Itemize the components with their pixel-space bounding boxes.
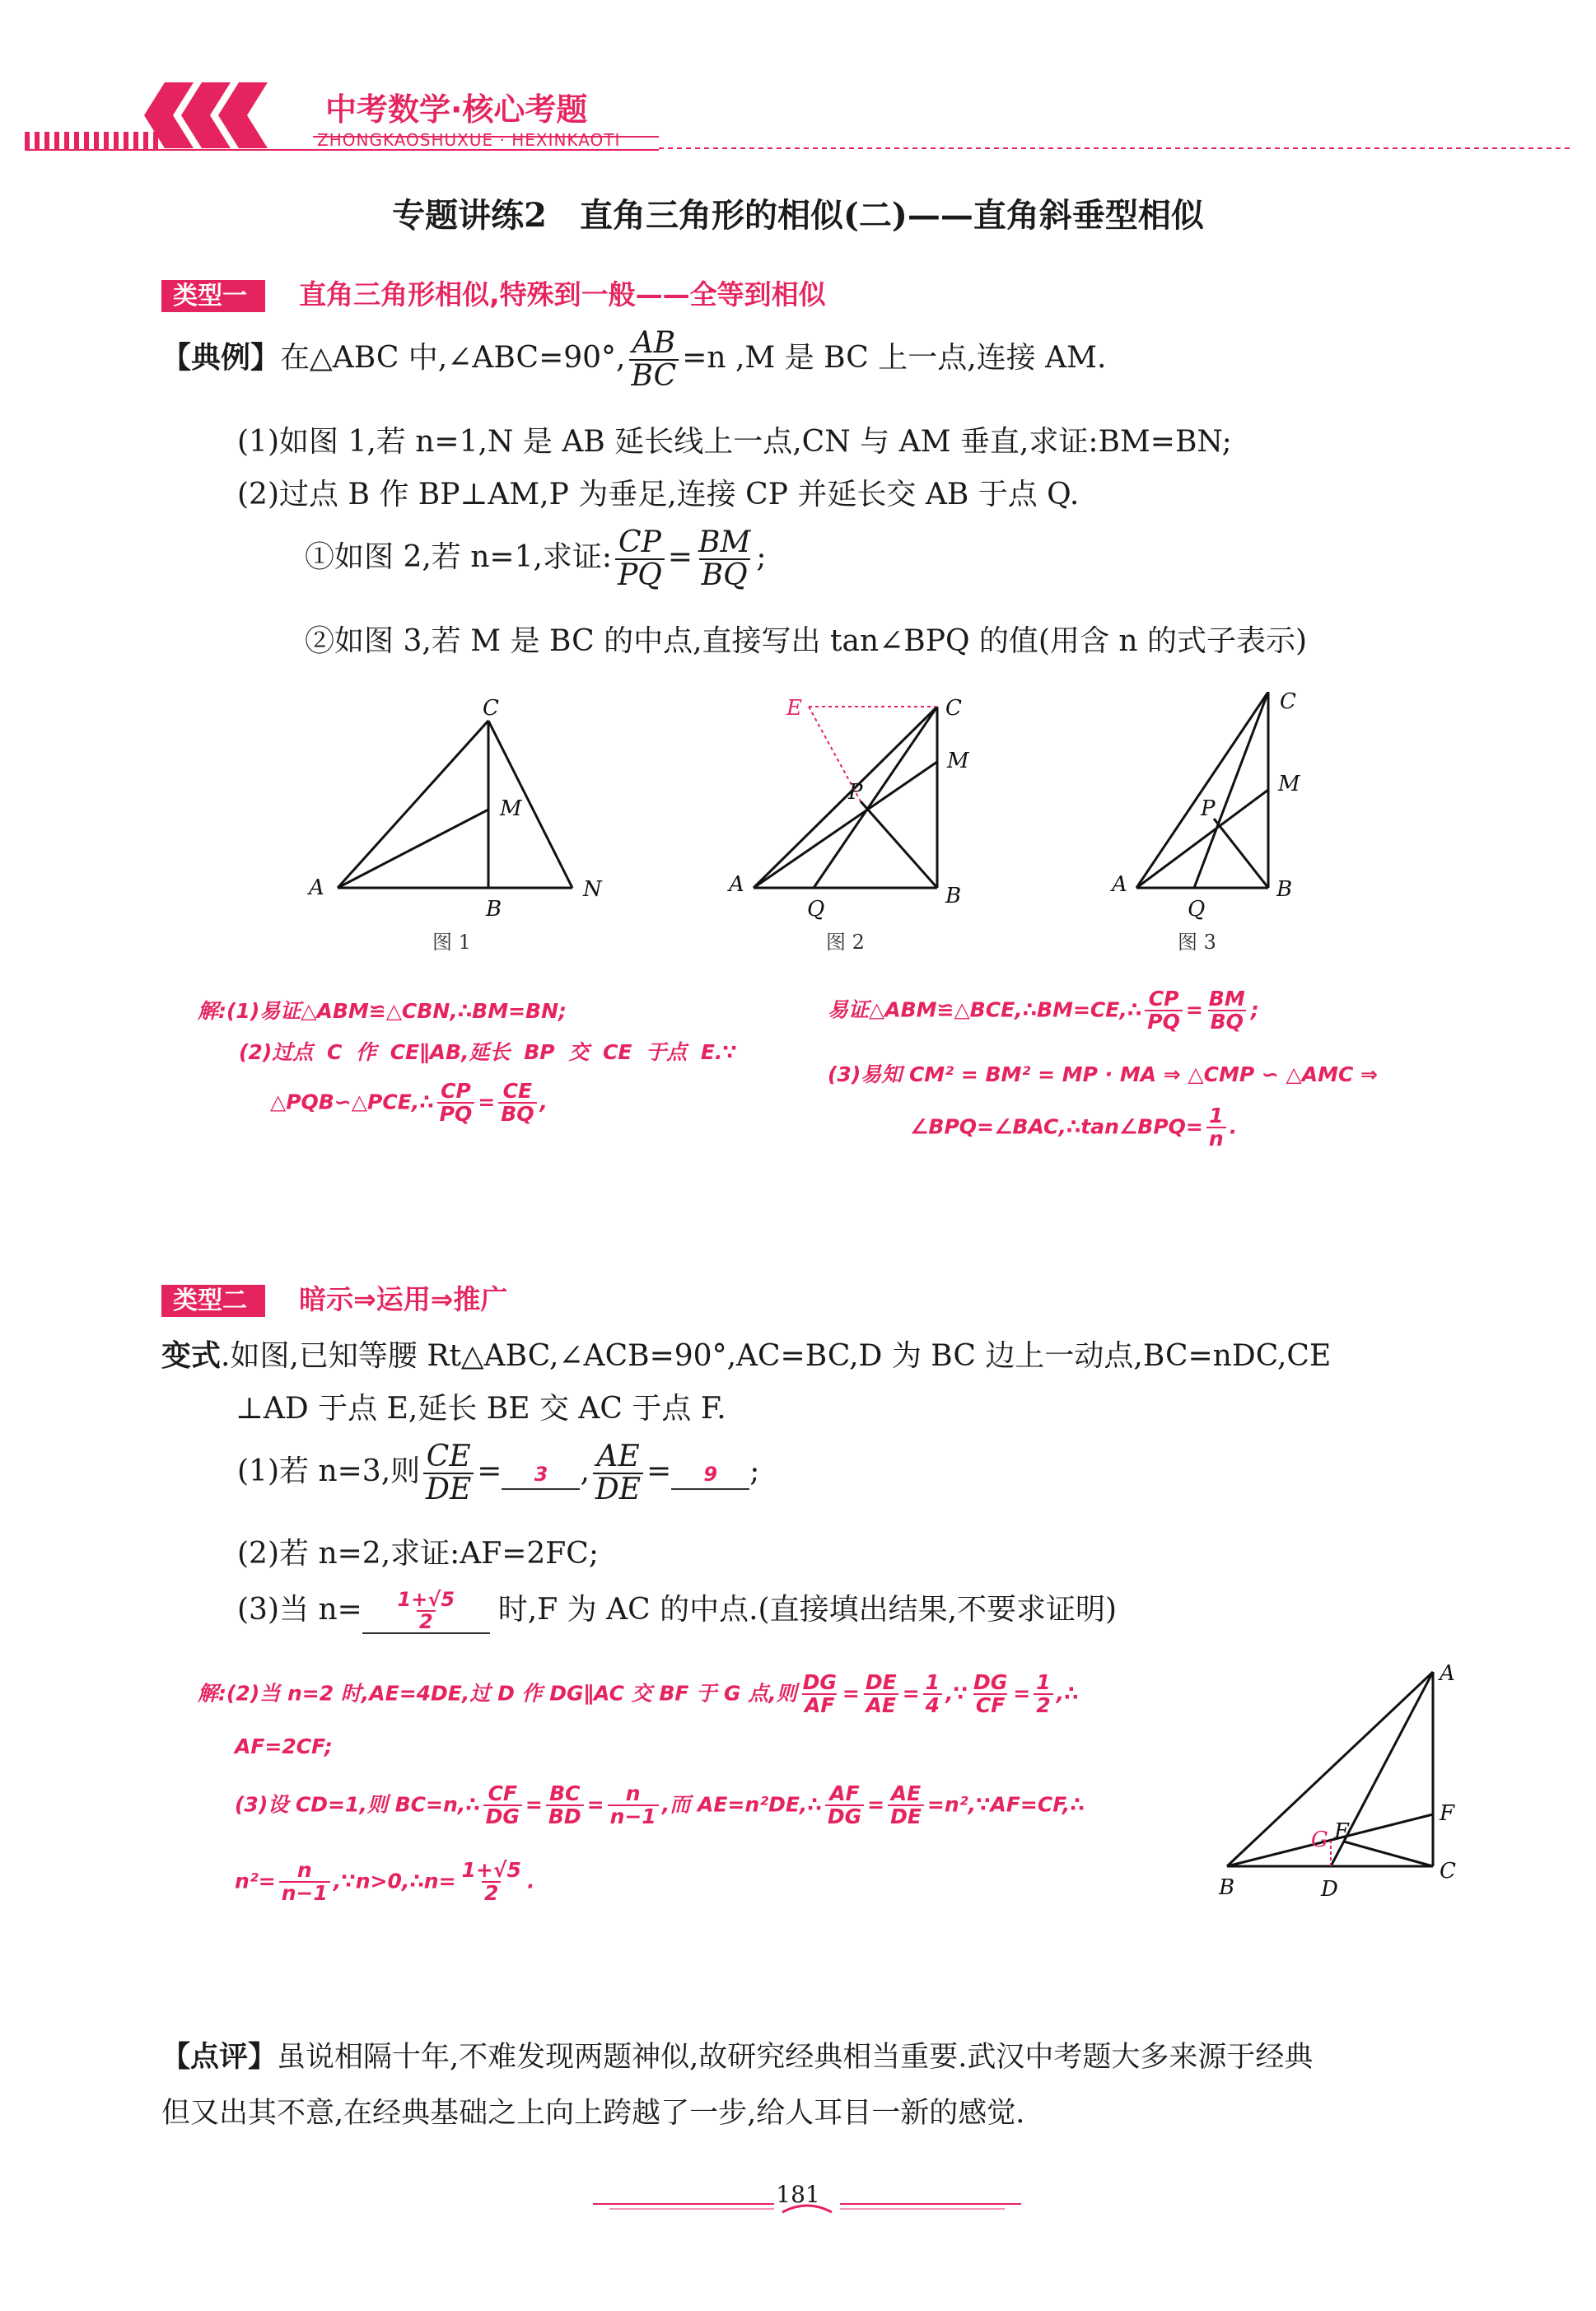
- figure-3: [1136, 692, 1268, 888]
- svg-text:B: B: [1276, 877, 1293, 902]
- solution2-line1: 解:(2)当 n=2 时,AE=4DE,过 D 作 DG∥AC 交 BF 于 G 点,则 $\frac{DG}{AF}$ = $\frac{DE}{AE}$ = $\frac{1}{4}$ ,∵ $\frac{DG}{CF}$ = $\frac{1}{2}$ ,∴: [198, 1670, 1079, 1718]
- solution1-right1: 易证△ABM≌△BCE,∴BM=CE,∴ $\frac{CP}{PQ}$ = $\frac{BM}{BQ}$ ;: [828, 987, 1259, 1034]
- variant-q3: (3)当 n= $\frac{1+√5}{2}$ 时,F 为 AC 的中点.(直接填出结果,不要求证明): [237, 1587, 1118, 1633]
- answer-blank-2: 9: [671, 1454, 749, 1490]
- svg-text:Q: Q: [1188, 897, 1206, 922]
- figure-2-caption: 图 2: [826, 931, 865, 954]
- svg-text:A: A: [729, 872, 744, 897]
- section2-tag: 类型二: [161, 1285, 265, 1317]
- section1-tag: 类型一: [161, 280, 265, 312]
- solution2-line2: AF=2CF;: [235, 1734, 333, 1758]
- svg-text:B: B: [1219, 1875, 1235, 1900]
- header-title: 中考数学·核心考题: [325, 91, 588, 128]
- variant-q1: (1)若 n=3,则 $\frac{CE}{DE}$ = 3 , $\frac{AE}{DE}$ = 9 ;: [237, 1440, 760, 1506]
- review-line1: 【点评】虽说相隔十年,不难发现两题神似,故研究经典相当重要.武汉中考题大多来源于经典: [161, 2040, 1314, 2074]
- svg-text:B: B: [945, 884, 962, 908]
- question-2a: ①如图 2,若 n=1,求证: $\frac{CP}{PQ}$ = $\frac{BM}{BQ}$ ;: [305, 525, 767, 592]
- fraction: $\frac{AB}{BC}$: [629, 328, 679, 392]
- figure-3-caption: 图 3: [1178, 931, 1216, 954]
- svg-text:P: P: [1201, 796, 1216, 821]
- solution2-line4: n²= $\frac{n}{n-1}$ ,∵n>0,∴n= $\frac{1+√5}{2}$ .: [235, 1858, 535, 1906]
- svg-text:P: P: [848, 780, 863, 805]
- svg-text:F: F: [1440, 1801, 1455, 1826]
- solution1-right2: (3)易知 CM² = BM² = MP · MA ⇒ △CMP ∽ △AMC ⇒: [828, 1062, 1378, 1086]
- svg-text:Q: Q: [807, 897, 825, 922]
- header-decoration: [0, 66, 1596, 165]
- figure-1: [338, 721, 572, 888]
- section1-title: 直角三角形相似,特殊到一般——全等到相似: [299, 278, 826, 310]
- question-2b: ②如图 3,若 M 是 BC 的中点,直接写出 tan∠BPQ 的值(用含 n 的式子表示): [305, 624, 1308, 658]
- solution2-line3: (3)设 CD=1,则 BC=n,∴ $\frac{CF}{DG}$ = $\frac{BC}{BD}$ = $\frac{n}{n-1}$ ,而 AE=n²DE,∴ $\frac{AF}{DG}$ = $\frac{AE}{DE}$ =n²,∵AF=CF,∴: [235, 1781, 1085, 1829]
- figures-row: [288, 692, 1359, 964]
- page-number: 181: [776, 2181, 820, 2208]
- figure-1-caption: 图 1: [432, 931, 471, 954]
- svg-text:N: N: [583, 877, 602, 902]
- review-line2: 但又出其不意,在经典基础之上向上跨越了一步,给人耳目一新的感觉.: [161, 2097, 1025, 2130]
- page-header: [0, 66, 1596, 165]
- svg-text:M: M: [947, 749, 969, 773]
- review-label: 【点评】: [161, 2040, 278, 2074]
- question-1: (1)如图 1,若 n=1,N 是 AB 延长线上一点,CN 与 AM 垂直,求证:BM=BN;: [237, 425, 1232, 459]
- svg-text:C: C: [1440, 1859, 1456, 1884]
- figure-2: [754, 707, 937, 888]
- svg-text:M: M: [1278, 772, 1300, 796]
- variant-line2: ⊥AD 于点 E,延长 BE 交 AC 于点 F.: [236, 1392, 726, 1426]
- fig1-label-a: A: [309, 875, 324, 900]
- svg-text:D: D: [1321, 1877, 1338, 1902]
- svg-text:A: A: [1112, 872, 1127, 897]
- svg-text:M: M: [500, 796, 522, 821]
- header-pinyin: ZHONGKAOSHUXUE · HEXINKAOTI: [317, 130, 621, 150]
- solution1-right3: ∠BPQ=∠BAC,∴tan∠BPQ= $\frac{1}{n}$ .: [910, 1104, 1238, 1151]
- section2-title: 暗示⇒运用⇒推广: [299, 1283, 508, 1315]
- variant-q2: (2)若 n=2,求证:AF=2FC;: [237, 1537, 599, 1571]
- svg-text:C: C: [945, 696, 962, 721]
- svg-text:G: G: [1311, 1828, 1328, 1852]
- svg-text:A: A: [1440, 1661, 1455, 1686]
- svg-text:C: C: [483, 696, 499, 721]
- example-intro: 【典例】在△ABC 中,∠ABC=90°, $\frac{AB}{BC}$ =n ,M 是 BC 上一点,连接 AM.: [161, 326, 1107, 393]
- example-label: 【典例】: [161, 339, 281, 375]
- variant-label: 变式: [161, 1338, 222, 1373]
- section1-header: [161, 273, 826, 312]
- question-2: (2)过点 B 作 BP⊥AM,P 为垂足,连接 CP 并延长交 AB 于点 Q.: [237, 478, 1080, 511]
- variant-line1: 变式.如图,已知等腰 Rt△ABC,∠ACB=90°,AC=BC,D 为 BC 边上一动点,BC=nDC,CE: [161, 1338, 1332, 1373]
- svg-text:E: E: [1334, 1819, 1350, 1844]
- svg-text:C: C: [1280, 692, 1296, 714]
- page-title: 专题讲练2 直角三角形的相似(二)——直角斜垂型相似: [392, 196, 1204, 235]
- solution1-line2: (2)过点 C 作 CE∥AB,延长 BP 交 CE 于点 E.∵: [239, 1040, 737, 1064]
- svg-text:B: B: [486, 897, 502, 922]
- solution1-line3: △PQB∽△PCE,∴ $\frac{CP}{PQ}$ = $\frac{CE}{BQ}$ ,: [270, 1079, 548, 1127]
- solution1-line1: 解:(1)易证△ABM≌△CBN,∴BM=BN;: [198, 999, 567, 1023]
- answer-blank-3: $\frac{1+√5}{2}$: [362, 1590, 490, 1634]
- section2-header: [161, 1278, 507, 1317]
- variant-figure: [1211, 1655, 1474, 1911]
- svg-text:E: E: [786, 696, 802, 721]
- answer-blank-1: 3: [502, 1454, 580, 1490]
